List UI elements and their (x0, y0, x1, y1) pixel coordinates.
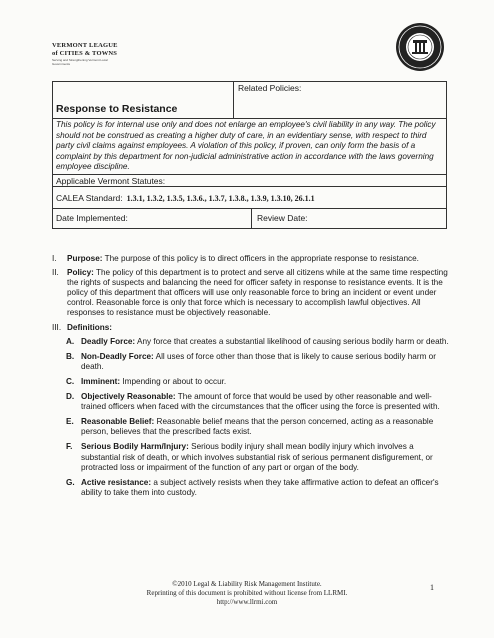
review-date-label: Review Date: (257, 213, 308, 223)
vlct-logo (52, 42, 122, 72)
definition-item: B. Non-Deadly Force: All uses of force other than those that is likely to cause serious bodily harm or death. (66, 351, 436, 371)
policy-header-table (52, 81, 447, 229)
section-definitions: III. Definitions: (52, 322, 113, 332)
llrmi-seal-icon (395, 22, 445, 72)
calea-values: 1.3.1, 1.3.2, 1.3.5, 1.3.6., 1.3.7, 1.3.8., 1.3.9, 1.3.10, 26.1.1 (126, 194, 315, 203)
definition-item: A. Deadly Force: Any force that creates a substantial likelihood of causing serious bodily harm or death. (66, 336, 449, 346)
logo-tagline: Serving and Strengthening Vermont Local Governments (52, 58, 108, 66)
section-purpose: I. Purpose: The purpose of this policy is to direct officers in the appropriate response to resistance. (52, 254, 419, 263)
logo-line2: of CITIES & TOWNS (52, 49, 118, 57)
calea-row (53, 186, 446, 208)
calea-label: CALEA Standard: (56, 193, 123, 203)
definition-item: C. Imminent: Impending or about to occur. (66, 376, 227, 386)
definition-item: D. Objectively Reasonable: The amount of force that would be used by other reasonable and well-trained officers when faced with the circumstances that the officer using the force is presented with. (66, 392, 440, 412)
definition-item: G. Active resistance: a subject actively resists when they take affirmative action to defeat an officer's ability to take them into custody. (66, 477, 439, 497)
footer (0, 580, 494, 607)
footer-url[interactable]: http://www.llrmi.com (216, 598, 278, 606)
page-number: 1 (430, 583, 434, 592)
statutes-label: Applicable Vermont Statutes: (53, 174, 446, 186)
related-policies-label: Related Policies: (238, 83, 302, 93)
disclaimer-text: This policy is for internal use only and does not enlarge an employee's civil liability in any way. The policy should not be construed as creating a higher duty of care, in an evidentiary sense, with respect to third party civil claims against employees. A violation of this policy, if proven, can only form the basis of a complaint by this department for non-judicial administrative action in accordance with the laws governing employee discipline. (53, 118, 446, 174)
definition-item: E. Reasonable Belief: Reasonable belief means that the person concerned, acting as a reasonable person, believes that the prescribed facts exist. (66, 417, 434, 437)
footer-copyright: ©2010 Legal & Liability Risk Management Institute. (172, 580, 322, 588)
policy-body (52, 254, 450, 503)
definition-item: F. Serious Bodily Harm/Injury: Serious bodily injury shall mean bodily injury which involves a substantial risk of death, or which involves substantial risk of serious permanent disfigurement, or protracted loss or impairment of the function of any part or organ of the body. (66, 442, 433, 472)
logo-line1: VERMONT LEAGUE (52, 42, 118, 49)
section-policy: II. Policy: The policy of this department is to protect and serve all citizens while at the same time respecting the rights of suspects and balancing the need for officer safety in response to resistance events. It is the policy of this department that officers will use only reasonable force to bring an incident or event under control. Reasonable force is only that force which is necessary to accomplish lawful objectives. All responses to resistance must be objectively reasonable. (52, 268, 448, 318)
date-implemented-label: Date Implemented: (53, 209, 252, 228)
footer-notice: Reprinting of this document is prohibited without license from LLRMI. (146, 589, 348, 597)
policy-title: Response to Resistance (56, 103, 178, 115)
